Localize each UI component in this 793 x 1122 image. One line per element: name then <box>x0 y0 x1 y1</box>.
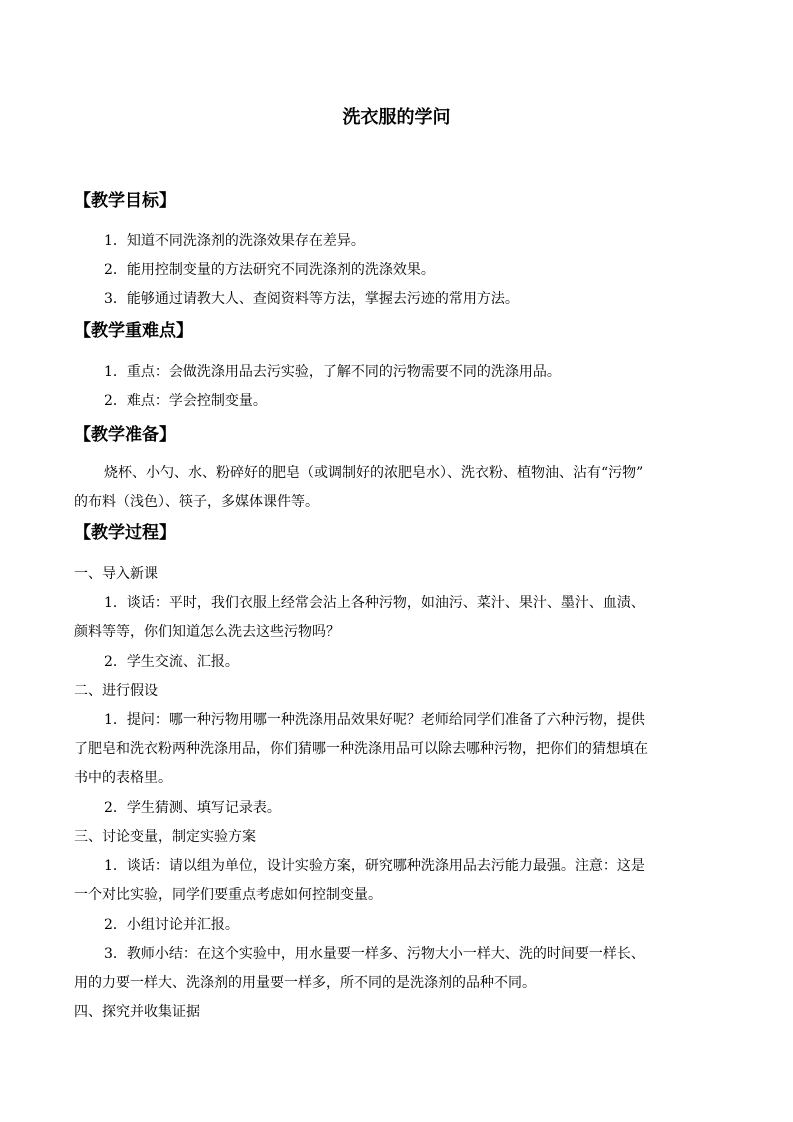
paragraph-line: 1．谈话：请以组为单位，设计实验方案，研究哪种洗涤用品去污能力最强。注意：这是 <box>104 858 645 874</box>
paragraph-line: 了肥皂和洗衣粉两种洗涤用品，你们猜哪一种洗涤用品可以除去哪种污物，把你们的猜想填在 <box>74 741 648 757</box>
document-title: 洗衣服的学问 <box>342 107 451 128</box>
paragraph-line: 1．谈话：平时，我们衣服上经常会沾上各种污物，如油污、菜汁、果汁、墨汁、血渍、 <box>104 595 645 611</box>
paragraph-line: 2．学生猜测、填写记录表。 <box>104 800 281 816</box>
paragraph-line: 1．提问：哪一种污物用哪一种洗涤用品效果好呢？老师给同学们准备了六种污物，提供 <box>104 712 645 728</box>
paragraph-line: 用的力要一样大、洗涤剂的用量要一样多，所不同的是洗涤剂的品种不同。 <box>74 975 536 991</box>
section-title: 四、探究并收集证据 <box>74 1004 200 1020</box>
section-title: 一、导入新课 <box>74 566 158 582</box>
process-heading: 【教学过程】 <box>74 523 176 543</box>
objective-item: 2．能用控制变量的方法研究不同洗涤剂的洗涤效果。 <box>104 262 435 278</box>
paragraph-line: 一个对比实验，同学们要重点考虑如何控制变量。 <box>74 887 382 903</box>
paragraph-line: 颜料等等，你们知道怎么洗去这些污物吗？ <box>74 624 340 640</box>
paragraph-line: 3．教师小结：在这个实验中，用水量要一样多、污物大小一样大、洗的时间要一样长、 <box>104 946 645 962</box>
objective-item: 3．能够通过请教大人、查阅资料等方法，掌握去污迹的常用方法。 <box>104 291 519 307</box>
key-point-item: 1．重点：会做洗涤用品去污实验，了解不同的污物需要不同的洗涤用品。 <box>104 364 561 380</box>
section-title: 二、进行假设 <box>74 683 158 699</box>
paragraph-line: 书中的表格里。 <box>74 770 172 786</box>
preparation-text: 的布料（浅色）、筷子，多媒体课件等。 <box>74 494 319 510</box>
paragraph-line: 2．学生交流、汇报。 <box>104 654 239 670</box>
key-points-heading: 【教学重难点】 <box>74 321 193 341</box>
paragraph-line: 2．小组讨论并汇报。 <box>104 917 239 933</box>
key-point-item: 2．难点：学会控制变量。 <box>104 393 267 409</box>
preparation-text: 烧杯、小勺、水、粉碎好的肥皂（或调制好的浓肥皂水）、洗衣粉、植物油、沾有“污物” <box>104 465 644 481</box>
preparation-heading: 【教学准备】 <box>74 425 176 445</box>
objective-item: 1．知道不同洗涤剂的洗涤效果存在差异。 <box>104 233 365 249</box>
objectives-heading: 【教学目标】 <box>74 191 176 211</box>
section-title: 三、讨论变量，制定实验方案 <box>74 829 256 845</box>
